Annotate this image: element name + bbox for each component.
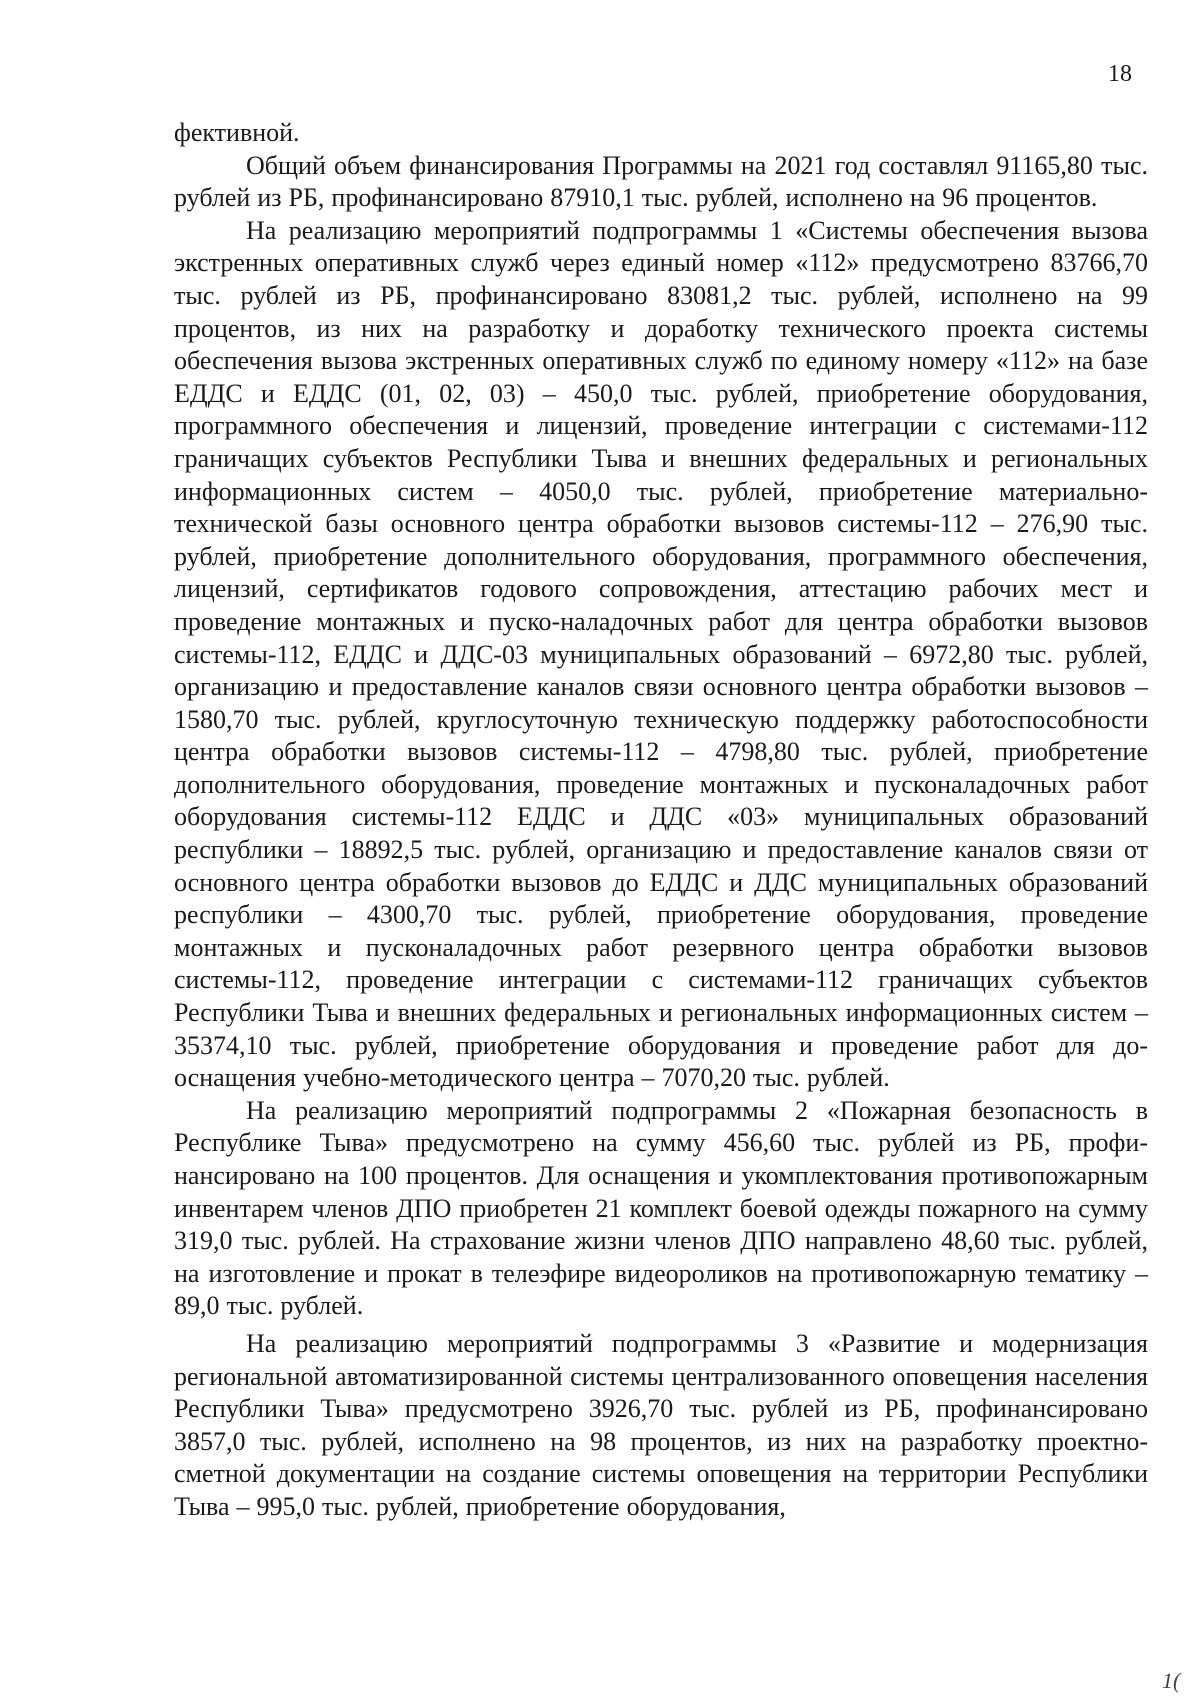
paragraph-subprogram-1: На реализацию мероприятий подпрограммы 1 «Системы обеспечения вызова экстренных оперативных служб через единый номер «112» предусмотрено 83766,70 тыс. рублей из РБ, профинансировано 83081,2 тыс. рублей, исполнено на 99 процентов, из них на разработку и доработку технического проекта системы обеспечения вызова экстренных оперативных служб по единому номеру «112» на базе ЕДДС и ЕДДС (01, 02, 03) – 450,0 тыс. рублей, приобретение оборудования, программного обеспечения и лицензий, проведение интеграции с системами-112 граничащих субъектов Республики Тыва и внешних федеральных и региональных информационных систем – 4050,0 тыс. рублей, приобретение материально-технической базы основного центра обработки вызовов системы-112 – 276,90 тыс. рублей, приобретение дополнительного оборудования, программного обеспечения, лицензий, сертификатов годового сопровождения, аттестацию рабочих мест и проведение монтажных и пуско-наладочных работ для центра обработки вызовов системы-112, ЕДДС и ДДС-03 муниципальных образований – 6972,80 тыс. рублей, организацию и предоставление каналов связи основного центра обработки вызовов – 1580,70 тыс. рублей, круглосуточную техническую поддержку работоспособности центра обработки вызовов системы-112 – 4798,80 тыс. рублей, приобретение дополнительного оборудования, проведение монтажных и пусконаладочных работ оборудования системы-112 ЕДДС и ДДС «03» муниципальных образований республики – 18892,5 тыс. рублей, организацию и предоставление каналов связи от основного центра обработки вызовов до ЕДДС и ДДС муниципальных образований республики – 4300,70 тыс. рублей, приобретение оборудования, проведение монтажных и пусконаладочных работ резервного центра обработки вызовов системы-112, проведение интеграции с системами-112 граничащих субъектов Республики Тыва и внешних федеральных и региональных информационных систем – 35374,10 тыс. рублей, приобретение оборудования и проведение работ для дооснащения учебно-методического центра – 7070,20 тыс. рублей. — [174, 215, 1148, 1093]
paragraph-subprogram-2: На реализацию мероприятий подпрограммы 2 «Пожарная безопасность в Республике Тыва» предусмотрено на сумму 456,60 тыс. рублей из РБ, профинансировано на 100 процентов. Для оснащения и укомплектования противопожарным инвентарем членов ДПО приобретен 21 комплект боевой одежды пожарного на сумму 319,0 тыс. рублей. На страхование жизни членов ДПО направлено 48,60 тыс. рублей, на изготовление и прокат в телеэфире видеороликов на противопожарную тематику – 89,0 тыс. рублей. — [174, 1095, 1148, 1321]
paragraph-funding-total: Общий объем финансирования Программы на 2021 год составлял 91165,80 тыс. рублей из РБ, профинансировано 87910,1 тыс. рублей, исполнено на 96 процентов. — [174, 150, 1148, 213]
paragraph-subprogram-3: На реализацию мероприятий подпрограммы 3 «Развитие и модернизация региональной автоматизированной системы централизованного оповещения населения Республики Тыва» предусмотрено 3926,70 тыс. рублей из РБ, профинансировано 3857,0 тыс. рублей, исполнено на 98 процентов, из них на разработку проектно-сметной документации на создание системы оповещения на территории Республики Тыва – 995,0 тыс. рублей, приобретение оборудования, — [174, 1328, 1148, 1521]
handwritten-corner-mark: 1( — [1162, 1668, 1181, 1693]
document-body — [174, 117, 1148, 1524]
paragraph-continuation: фективной. — [174, 118, 300, 147]
page-number: 18 — [1108, 61, 1132, 87]
